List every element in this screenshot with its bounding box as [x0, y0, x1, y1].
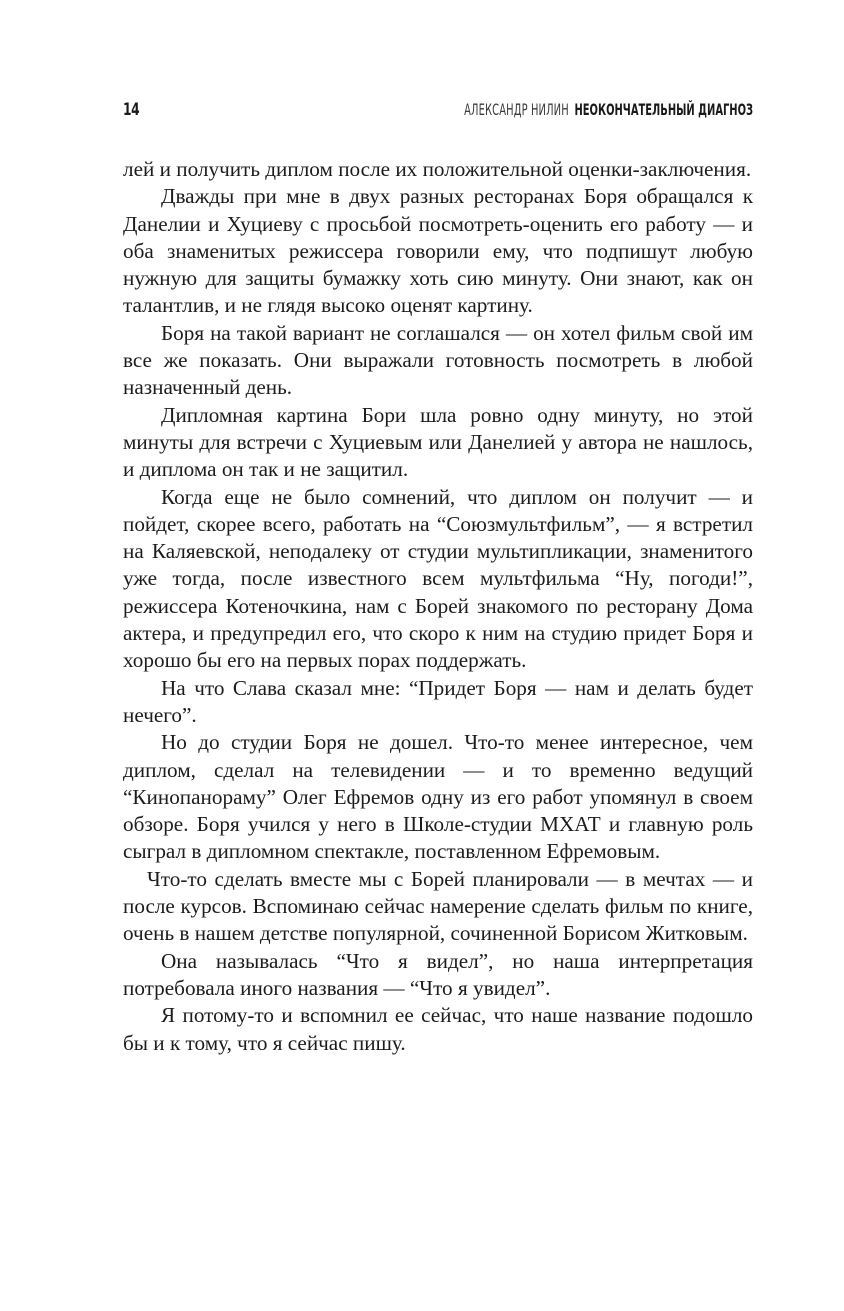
paragraph: Но до студии Боря не дошел. Что-то менее интересное, чем диплом, сделал на телевидении — и то временно ведущий “Кинопанораму” Олег Ефремов одну из его работ упомянул в своем обзоре. Боря учился у него в Школе-студии МХАТ и главную роль сыграл в дипломном спектакле, поставленном Ефремовым. [123, 730, 753, 864]
paragraph: Дважды при мне в двух разных ресторанах Боря обращался к Данелии и Хуциеву с просьбой посмотреть-оценить его работу — и оба знаменитых режиссера говорили ему, что подпишут любую нужную для защиты бумажку хоть сию минуту. Они знают, как он талантлив, и не глядя высоко оценят картину. [123, 184, 753, 318]
paragraph: Когда еще не было сомнений, что диплом он получит — и пойдет, скорее всего, работать на “Союзмультфильм”, — я встретил на Каляевской, неподалеку от студии мультипликации, знаменитого уже тогда, после известного всем мультфильма “Ну, погоди!”, режиссера Котеночкина, нам с Борей знакомого по ресторану Дома актера, и предупредил его, что скоро к ним на студию придет Боря и хорошо бы его на первых порах поддержать. [123, 484, 753, 673]
paragraph-continuation: лей и получить диплом после их положительной оценки-заключения. [123, 157, 752, 181]
paragraph: Я потому-то и вспомнил ее сейчас, что наше название подошло бы и к тому, что я сейчас пишу. [123, 1003, 753, 1055]
paragraph: На что Слава сказал мне: “Придет Боря — нам и делать будет нечего”. [123, 675, 753, 727]
paragraph: Что-то сделать вместе мы с Борей планировали — в мечтах — и после курсов. Вспоминаю сейчас намерение сделать фильм по книге, очень в нашем детстве популярной, сочиненной Борисом Житковым. [123, 866, 753, 946]
book-title: НЕОКОНЧАТЕЛЬНЫЙ ДИАГНОЗ [574, 100, 753, 119]
body-text [123, 156, 753, 1057]
author-name: АЛЕКСАНДР НИЛИН [464, 100, 569, 119]
page-number: 14 [123, 100, 140, 120]
paragraph: Боря на такой вариант не соглашался — он хотел фильм свой им все же показать. Они выражали готовность посмотреть в любой назначенный день. [123, 320, 753, 400]
running-head [464, 100, 753, 119]
running-header [123, 100, 753, 126]
paragraph: Дипломная картина Бори шла ровно одну минуту, но этой минуты для встречи с Хуциевым или Данелией у автора не нашлось, и диплома он так и не защитил. [123, 402, 753, 482]
paragraph: Она называлась “Что я видел”, но наша интерпретация потребовала иного названия — “Что я увидел”. [123, 948, 753, 1000]
